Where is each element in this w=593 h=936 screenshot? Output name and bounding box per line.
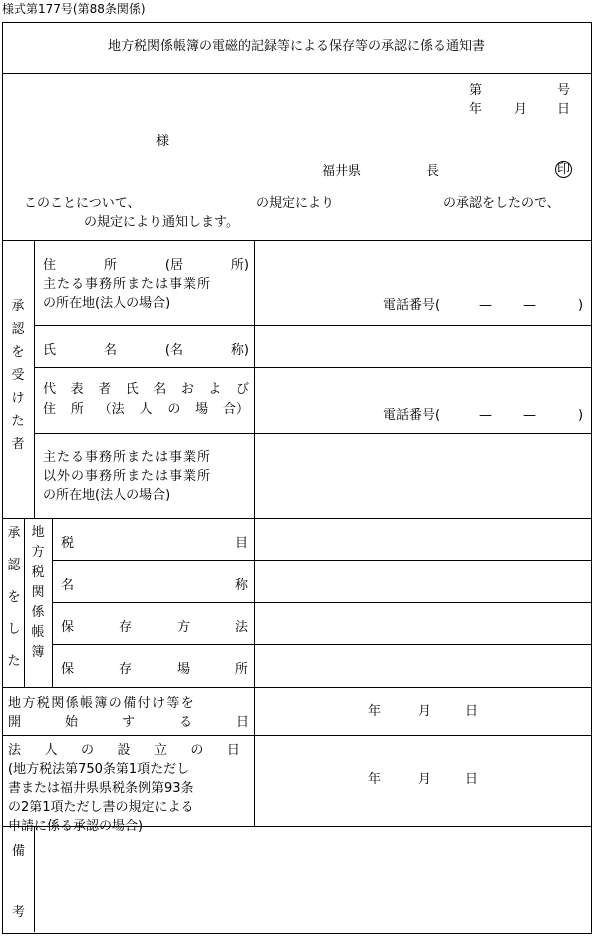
tax-item-label: 税 目 — [61, 536, 248, 551]
storage-place-label: 保 存 場 所 — [61, 662, 248, 677]
representative-label: 代 表 者 氏 名 お よ び 住 所 （法 人 の 場 合） — [43, 382, 249, 417]
date-year-label: 年 — [469, 102, 483, 117]
form-title: 地方税関係帳簿の電磁的記録等による保存等の承認に係る通知書 — [107, 39, 485, 54]
start-date-value[interactable]: 年 月 日 — [368, 704, 479, 719]
seal-mark: 印 — [557, 162, 571, 177]
storage-method-label: 保 存 方 法 — [61, 620, 248, 635]
start-date-label: 地方税関係帳簿の備付け等を 開 始 す る 日 — [8, 696, 249, 730]
book-name-label: 名 称 — [61, 578, 248, 593]
form-number: 様式第177号(第88条関係) — [2, 2, 146, 16]
number-label-dai: 第 — [469, 83, 483, 98]
name-label: 氏 名 (名 称) — [43, 343, 249, 358]
issuer-title: 長 — [426, 164, 440, 179]
addressee-suffix: 様 — [156, 134, 170, 149]
body-text-part1: このことについて、 — [24, 196, 141, 211]
date-month-label: 月 — [514, 102, 528, 117]
date-day-label: 日 — [557, 102, 571, 117]
establish-label: 法 人 の 設 立 の 日 (地方税法第750条第1項ただし 書または福井県県税条例第93条 の2第1項ただし書の規定による 申請に係る承認の場合) — [8, 743, 240, 834]
books-section-label-inner: 地 方 税 関 係 帳 簿 — [31, 525, 45, 660]
establish-date-value[interactable]: 年 月 日 — [368, 772, 479, 787]
remarks-label-top: 備 — [12, 844, 26, 859]
phone-field-1[interactable]: 電話番号( — — ) — [383, 298, 584, 313]
issuer-prefecture: 福井県 — [322, 164, 362, 179]
remarks-field[interactable] — [36, 828, 590, 931]
books-section-label-outer: 承 認 を し た — [7, 526, 21, 669]
remarks-label-bottom: 考 — [12, 905, 26, 920]
other-office-label: 主たる事務所または事業所 以外の事務所または事業所 の所在地(法人の場合) — [43, 450, 212, 503]
address-label: 住 所 (居 所) 主たる事務所または事業所 の所在地(法人の場合) — [43, 258, 249, 311]
number-label-go: 号 — [557, 83, 571, 98]
phone-field-2[interactable]: 電話番号( — — ) — [383, 408, 584, 423]
body-text-part3: の承認をしたので、 — [443, 196, 560, 211]
body-text-line2: の規定により通知します。 — [84, 215, 239, 230]
recipient-section-label: 承 認 を 受 け た 者 — [11, 299, 25, 452]
body-text-part2: の規定により — [256, 196, 335, 211]
